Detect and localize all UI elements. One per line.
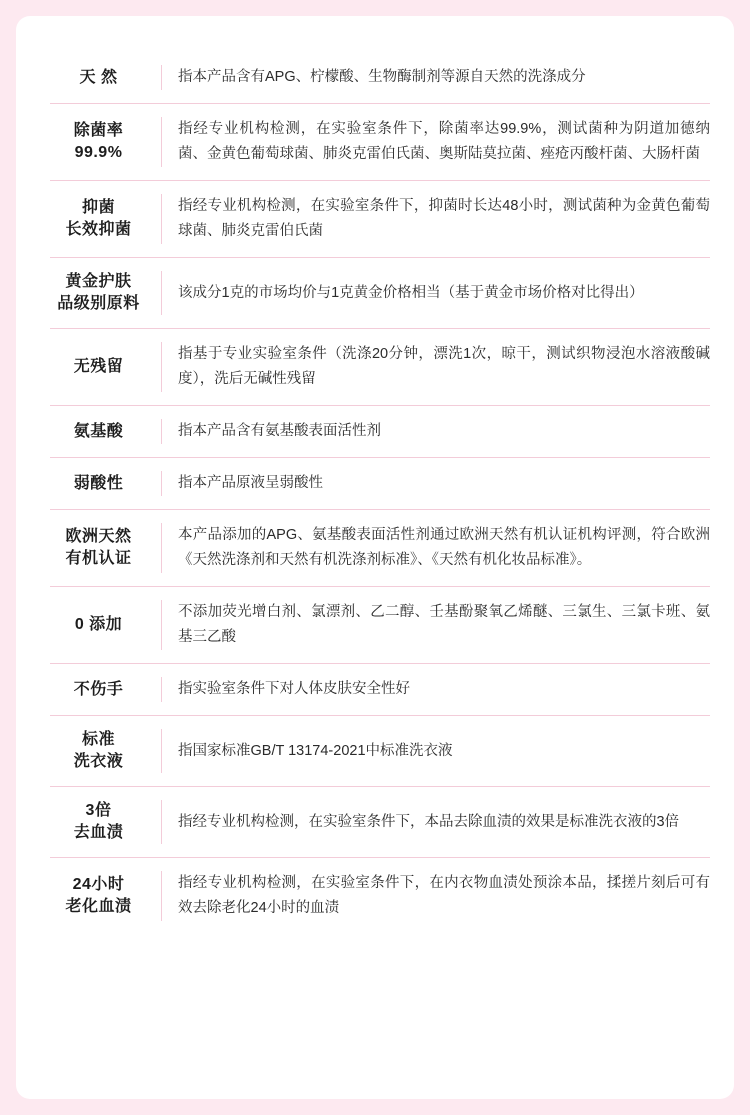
glossary-description-text: 指国家标准GB/T 13174-2021中标准洗衣液 bbox=[178, 742, 453, 759]
glossary-description bbox=[162, 600, 710, 650]
glossary-term-line: 抑菌 bbox=[81, 199, 115, 216]
glossary-term-line: 0 添加 bbox=[74, 616, 123, 633]
glossary-term bbox=[50, 419, 162, 444]
glossary-term bbox=[50, 194, 162, 244]
glossary-term-line: 除菌率 bbox=[73, 122, 124, 139]
glossary-row bbox=[50, 52, 710, 104]
glossary-term-line: 24小时 bbox=[72, 876, 125, 893]
glossary-description bbox=[162, 342, 710, 392]
glossary-term-line: 3倍 bbox=[85, 802, 112, 819]
glossary-description-text: 指实验室条件下对人体皮肤安全性好 bbox=[178, 681, 410, 697]
glossary-term bbox=[50, 117, 162, 167]
glossary-description-text: 指本产品原液呈弱酸性 bbox=[178, 475, 323, 491]
glossary-description bbox=[162, 871, 710, 921]
glossary-description-text: 指经专业机构检测，在实验室条件下，抑菌时长达48小时，测试菌种为金黄色葡萄球菌、肺炎克雷伯氏菌 bbox=[178, 198, 710, 239]
glossary-row bbox=[50, 258, 710, 329]
glossary-term-line: 品级别原料 bbox=[57, 295, 140, 312]
glossary-row bbox=[50, 510, 710, 587]
glossary-term bbox=[50, 471, 162, 496]
glossary-term-line: 氨基酸 bbox=[73, 422, 124, 440]
glossary-term-line: 老化血渍 bbox=[65, 898, 132, 915]
glossary-description bbox=[162, 800, 710, 844]
glossary-term-line: 黄金护肤 bbox=[65, 273, 132, 290]
glossary-term-line: 无残留 bbox=[73, 358, 124, 375]
glossary-term bbox=[50, 600, 162, 650]
glossary-term-line: 长效抑菌 bbox=[65, 221, 132, 238]
glossary-row bbox=[50, 329, 710, 406]
glossary-row bbox=[50, 716, 710, 787]
glossary-description-text: 不添加荧光增白剂、氯漂剂、乙二醇、壬基酚聚氧乙烯醚、三氯生、三氯卡班、氨基三乙酸 bbox=[178, 604, 710, 645]
glossary-term bbox=[50, 800, 162, 844]
glossary-description-text: 该成分1克的市场均价与1克黄金价格相当（基于黄金市场价格对比得出） bbox=[178, 284, 644, 301]
glossary-term-line: 有机认证 bbox=[65, 550, 132, 567]
glossary-term-line: 欧洲天然 bbox=[65, 528, 132, 545]
glossary-term bbox=[50, 523, 162, 573]
glossary-row bbox=[50, 458, 710, 510]
glossary-row bbox=[50, 104, 710, 181]
glossary-description bbox=[162, 271, 710, 315]
glossary-description bbox=[162, 117, 710, 167]
glossary-description bbox=[162, 729, 710, 773]
glossary-row bbox=[50, 181, 710, 258]
glossary-description-text: 指基于专业实验室条件（洗涤20分钟，漂洗1次，晾干，测试织物浸泡水溶液酸碱度），洗后无碱性残留 bbox=[178, 346, 710, 387]
glossary-term-line: 去血渍 bbox=[73, 824, 124, 841]
glossary-description bbox=[162, 677, 710, 702]
glossary-row bbox=[50, 858, 710, 934]
glossary-term-line: 标准 bbox=[81, 731, 115, 748]
glossary-description-text: 指经专业机构检测，在实验室条件下，本品去除血渍的效果是标准洗衣液的3倍 bbox=[178, 813, 680, 830]
glossary-row bbox=[50, 787, 710, 858]
glossary-row bbox=[50, 406, 710, 458]
glossary-term bbox=[50, 677, 162, 702]
glossary-description-text: 本产品添加的APG、氨基酸表面活性剂通过欧洲天然有机认证机构评测，符合欧洲《天然洗涤剂和天然有机洗涤剂标准》、《天然有机化妆品标准》。 bbox=[178, 527, 710, 568]
glossary-term-line: 99.9% bbox=[74, 144, 123, 161]
glossary-term bbox=[50, 729, 162, 773]
glossary-description bbox=[162, 523, 710, 573]
glossary-term-line: 天 然 bbox=[79, 68, 118, 86]
glossary-card bbox=[16, 16, 734, 1099]
glossary-description bbox=[162, 419, 710, 444]
glossary-row bbox=[50, 664, 710, 716]
glossary-term-line: 不伤手 bbox=[73, 680, 124, 698]
glossary-term bbox=[50, 342, 162, 392]
glossary-term bbox=[50, 871, 162, 921]
glossary-row bbox=[50, 587, 710, 664]
glossary-description-text: 指经专业机构检测，在实验室条件下，除菌率达99.9%，测试菌种为阴道加德纳菌、金黄色葡萄球菌、肺炎克雷伯氏菌、奥斯陆莫拉菌、痤疮丙酸杆菌、大肠杆菌 bbox=[178, 121, 710, 162]
glossary-term bbox=[50, 271, 162, 315]
glossary-description bbox=[162, 65, 710, 90]
glossary-term-line: 洗衣液 bbox=[73, 753, 124, 770]
glossary-description-text: 指本产品含有APG、柠檬酸、生物酶制剂等源自天然的洗涤成分 bbox=[178, 69, 586, 85]
glossary-description bbox=[162, 194, 710, 244]
glossary-description-text: 指经专业机构检测，在实验室条件下，在内衣物血渍处预涂本品，揉搓片刻后可有效去除老化24小时的血渍 bbox=[178, 875, 710, 916]
glossary-term-line: 弱酸性 bbox=[73, 474, 124, 492]
glossary-term bbox=[50, 65, 162, 90]
glossary-description-text: 指本产品含有氨基酸表面活性剂 bbox=[178, 423, 381, 439]
glossary-table bbox=[50, 52, 710, 934]
glossary-description bbox=[162, 471, 710, 496]
